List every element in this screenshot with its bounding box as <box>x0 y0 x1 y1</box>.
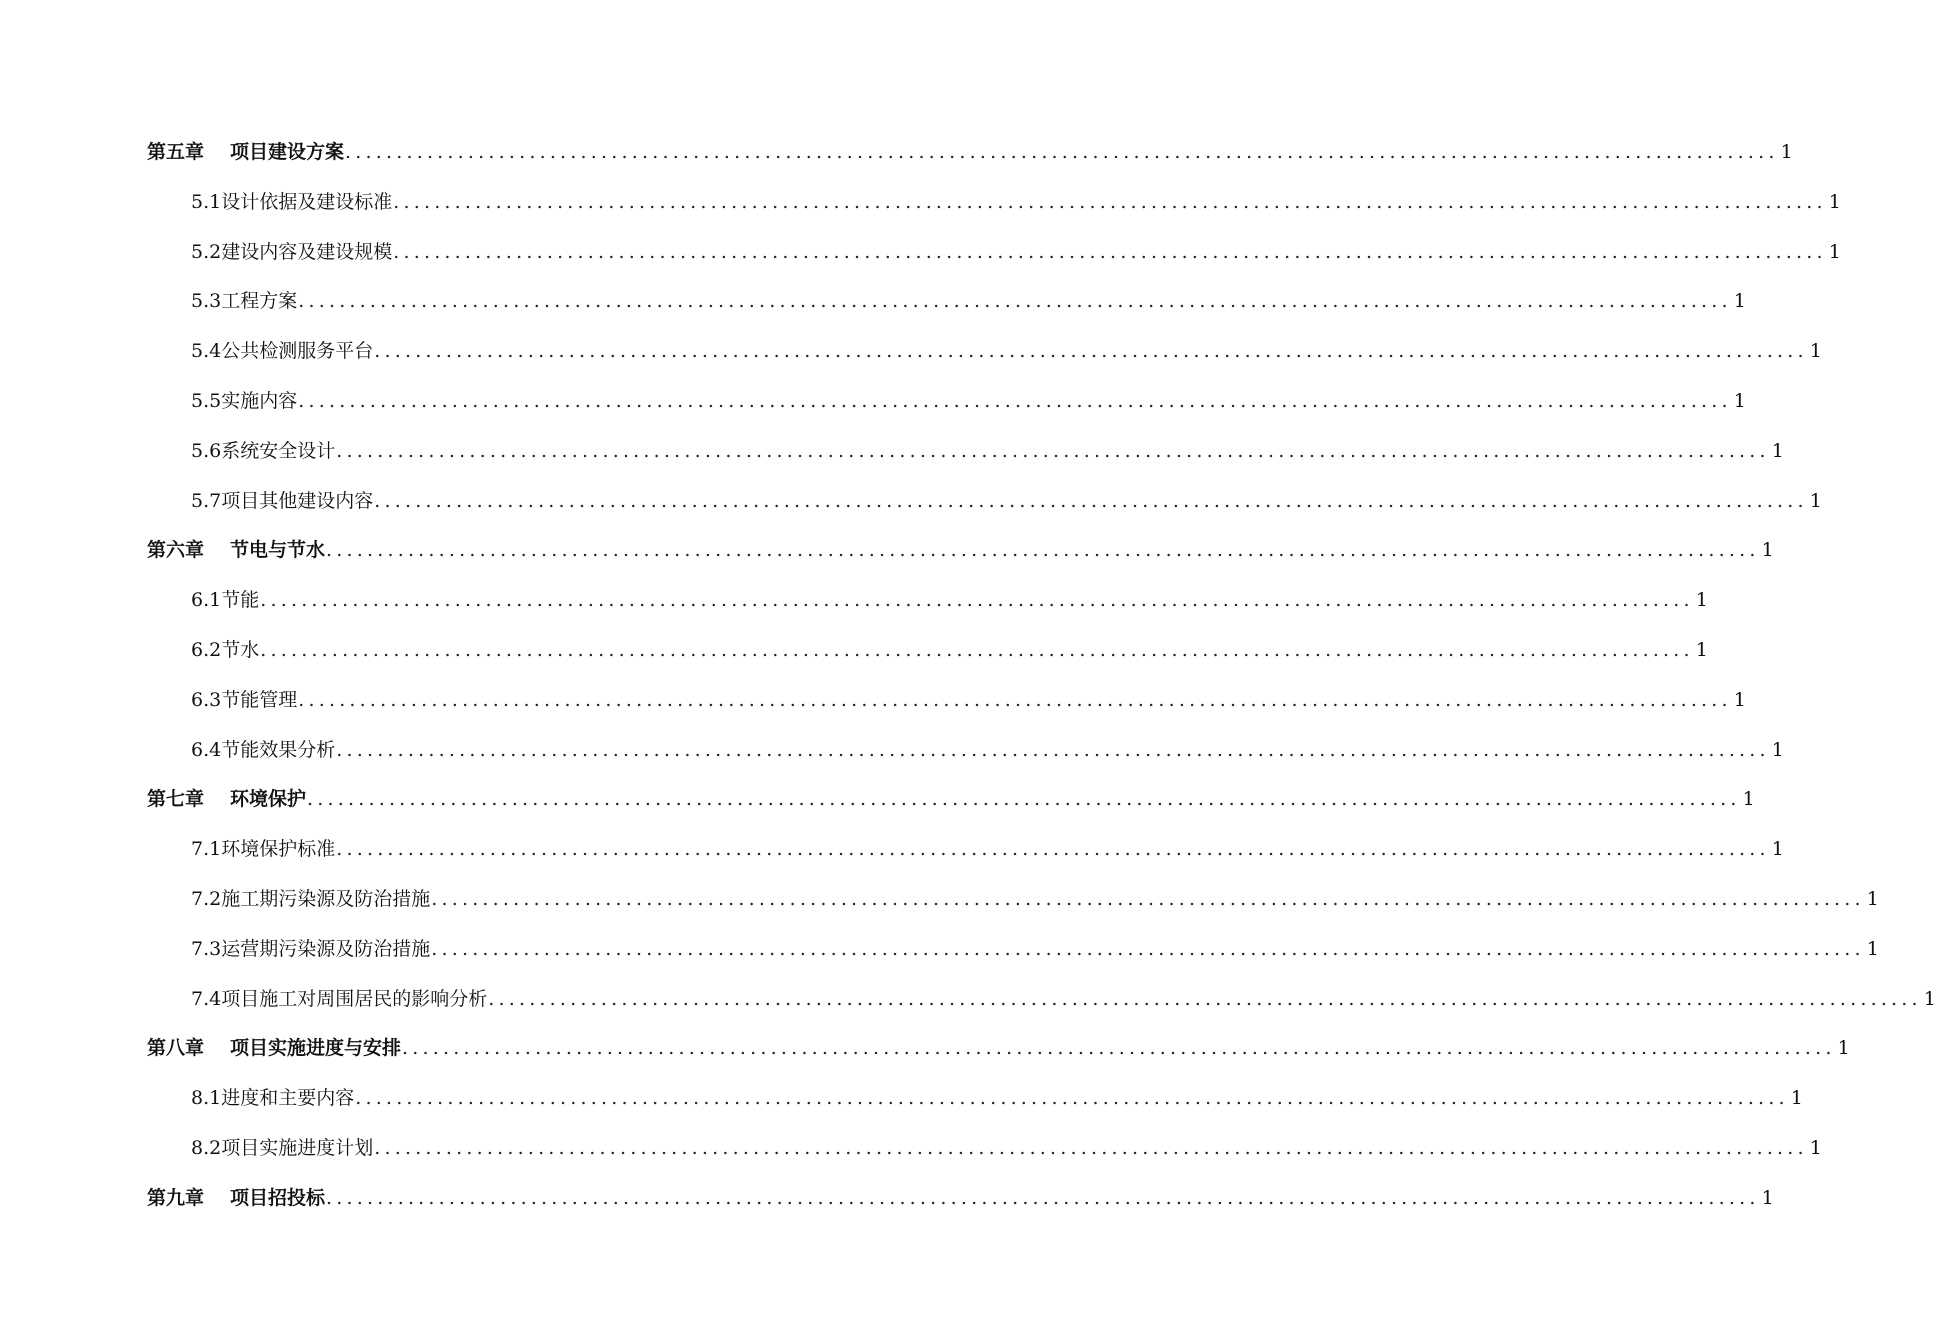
page-number: 1 <box>1733 389 1746 412</box>
section-number: 7.1 <box>191 838 222 861</box>
toc-section-entry[interactable] <box>147 676 1746 726</box>
chapter-label: 第五章 <box>147 141 205 163</box>
toc-chapter-entry[interactable] <box>147 526 1774 576</box>
toc-entry-title <box>191 1124 373 1174</box>
page-number: 1 <box>1771 838 1784 861</box>
entry-title-text: 实施内容 <box>221 389 298 412</box>
page-number: 1 <box>1809 489 1822 512</box>
toc-section-entry[interactable] <box>147 1124 1822 1174</box>
toc-entry-title <box>191 726 335 776</box>
toc-section-entry[interactable] <box>147 726 1784 776</box>
page-number: 1 <box>1866 887 1879 910</box>
toc-section-entry[interactable] <box>147 477 1822 527</box>
section-number: 7.2 <box>191 887 222 910</box>
toc-entry-title <box>191 178 392 228</box>
page-number: 1 <box>1837 1037 1850 1060</box>
page-number: 1 <box>1733 688 1746 711</box>
toc-entry-title <box>147 1024 401 1074</box>
page-number: 1 <box>1866 937 1879 960</box>
toc-section-entry[interactable] <box>147 377 1746 427</box>
page-number: 1 <box>1733 290 1746 313</box>
section-number: 5.7 <box>191 489 222 512</box>
toc-section-entry[interactable] <box>147 576 1708 626</box>
toc-section-entry[interactable] <box>147 327 1822 377</box>
dot-leader: ............................................................................................................................................ <box>393 240 1827 263</box>
chapter-label: 第九章 <box>147 1186 205 1209</box>
toc-entry-title <box>191 377 297 427</box>
toc-chapter-entry[interactable] <box>147 1024 1850 1074</box>
toc-entry-title <box>191 576 259 626</box>
page-number: 1 <box>1828 240 1841 263</box>
entry-title-text: 项目实施进度计划 <box>221 1136 374 1159</box>
toc-entry-title <box>147 128 344 178</box>
entry-title-text: 运营期污染源及防治措施 <box>221 937 431 960</box>
entry-title-text: 设计依据及建设标准 <box>221 190 393 213</box>
toc-section-entry[interactable] <box>147 925 1879 975</box>
section-number: 5.2 <box>191 240 222 263</box>
toc-chapter-entry[interactable] <box>147 775 1755 825</box>
entry-title-text: 节水 <box>221 638 260 661</box>
dot-leader: ............................................................................................................................................ <box>393 190 1827 213</box>
entry-title-text: 节能管理 <box>221 688 298 711</box>
section-number: 6.2 <box>191 638 222 661</box>
page-number: 1 <box>1809 1136 1822 1159</box>
toc-entry-title <box>191 1074 354 1124</box>
entry-title-text: 施工期污染源及防治措施 <box>221 887 431 910</box>
toc-entry-title <box>147 775 306 825</box>
entry-title-text: 环境保护 <box>230 788 307 811</box>
section-number: 5.6 <box>191 439 222 462</box>
dot-leader: ............................................................................................................................................ <box>488 987 1922 1010</box>
dot-leader: ............................................................................................................................................ <box>298 688 1732 711</box>
toc-section-entry[interactable] <box>147 427 1784 477</box>
toc-section-entry[interactable] <box>147 626 1708 676</box>
toc-entry-title <box>191 277 297 327</box>
entry-title-text: 系统安全设计 <box>221 439 336 462</box>
section-number: 5.1 <box>191 190 222 213</box>
dot-leader: ............................................................................................................................................ <box>336 738 1770 761</box>
dot-leader: ............................................................................................................................................ <box>298 290 1732 313</box>
toc-section-entry[interactable] <box>147 228 1841 278</box>
section-number: 5.5 <box>191 389 222 412</box>
page-number: 1 <box>1780 141 1793 163</box>
toc-section-entry[interactable] <box>147 825 1784 875</box>
toc-section-entry[interactable] <box>147 1074 1803 1124</box>
dot-leader: ............................................................................................................................................ <box>355 1087 1789 1110</box>
page-number: 1 <box>1790 1087 1803 1110</box>
dot-leader: ............................................................................................................................................ <box>374 489 1808 512</box>
toc-section-entry[interactable] <box>147 277 1746 327</box>
page-number: 1 <box>1809 340 1822 363</box>
page-number: 1 <box>1828 190 1841 213</box>
entry-title-text: 工程方案 <box>221 290 298 313</box>
entry-title-text: 建设内容及建设规模 <box>221 240 393 263</box>
page-number: 1 <box>1695 638 1708 661</box>
dot-leader: ............................................................................................................................................ <box>298 389 1732 412</box>
toc-entry-title <box>191 875 430 925</box>
section-number: 8.1 <box>191 1087 222 1110</box>
toc-entry-title <box>191 975 487 1025</box>
table-of-contents <box>147 128 1936 1224</box>
toc-chapter-entry[interactable] <box>147 1174 1774 1224</box>
toc-entry-title <box>191 825 335 875</box>
section-number: 7.3 <box>191 937 222 960</box>
section-number: 5.3 <box>191 290 222 313</box>
entry-title-text: 进度和主要内容 <box>221 1087 355 1110</box>
entry-title-text: 节电与节水 <box>230 539 326 562</box>
dot-leader: ............................................................................................................................................ <box>326 539 1760 562</box>
chapter-label: 第六章 <box>147 539 205 562</box>
entry-title-text: 项目实施进度与安排 <box>230 1037 402 1060</box>
dot-leader: ............................................................................................................................................ <box>336 838 1770 861</box>
entry-title-text: 公共检测服务平台 <box>221 340 374 363</box>
page-number: 1 <box>1761 539 1774 562</box>
dot-leader: ............................................................................................................................................ <box>431 937 1865 960</box>
toc-entry-title <box>191 676 297 726</box>
entry-title-text: 环境保护标准 <box>221 838 336 861</box>
toc-entry-title <box>191 427 335 477</box>
entry-title-text: 节能 <box>221 589 260 612</box>
section-number: 6.4 <box>191 738 222 761</box>
entry-title-text: 项目其他建设内容 <box>221 489 374 512</box>
toc-entry-title <box>191 626 259 676</box>
toc-section-entry[interactable] <box>147 975 1936 1025</box>
page-number: 1 <box>1742 788 1755 811</box>
dot-leader: ............................................................................................................................................ <box>326 1186 1760 1209</box>
dot-leader: ............................................................................................................................................ <box>431 887 1865 910</box>
section-number: 6.3 <box>191 688 222 711</box>
section-number: 7.4 <box>191 987 222 1010</box>
chapter-label: 第七章 <box>147 788 205 811</box>
entry-title-text: 项目建设方案 <box>230 141 345 163</box>
dot-leader: ............................................................................................................................................ <box>402 1037 1836 1060</box>
dot-leader: ............................................................................................................................................ <box>374 340 1808 363</box>
toc-entry-title <box>191 228 392 278</box>
dot-leader: ............................................................................................................................................ <box>260 589 1694 612</box>
toc-section-entry[interactable] <box>147 875 1879 925</box>
page-number: 1 <box>1923 987 1936 1010</box>
section-number: 8.2 <box>191 1136 222 1159</box>
toc-entry-title <box>147 526 325 576</box>
page-number: 1 <box>1771 439 1784 462</box>
dot-leader: ............................................................................................................................................ <box>260 638 1694 661</box>
entry-title-text: 项目施工对周围居民的影响分析 <box>221 987 488 1010</box>
page-number: 1 <box>1771 738 1784 761</box>
dot-leader: ............................................................................................................................................ <box>345 141 1779 163</box>
section-number: 6.1 <box>191 589 222 612</box>
toc-entry-title <box>191 327 373 377</box>
entry-title-text: 节能效果分析 <box>221 738 336 761</box>
toc-entry-title <box>191 477 373 527</box>
toc-chapter-entry[interactable] <box>147 128 1793 178</box>
entry-title-text: 项目招投标 <box>230 1186 326 1209</box>
page-number: 1 <box>1761 1186 1774 1209</box>
page-number: 1 <box>1695 589 1708 612</box>
dot-leader: ............................................................................................................................................ <box>307 788 1741 811</box>
chapter-label: 第八章 <box>147 1037 205 1060</box>
dot-leader: ............................................................................................................................................ <box>374 1136 1808 1159</box>
toc-entry-title <box>191 925 430 975</box>
toc-entry-title <box>147 1174 325 1224</box>
section-number: 5.4 <box>191 340 222 363</box>
dot-leader: ............................................................................................................................................ <box>336 439 1770 462</box>
toc-section-entry[interactable] <box>147 178 1841 228</box>
